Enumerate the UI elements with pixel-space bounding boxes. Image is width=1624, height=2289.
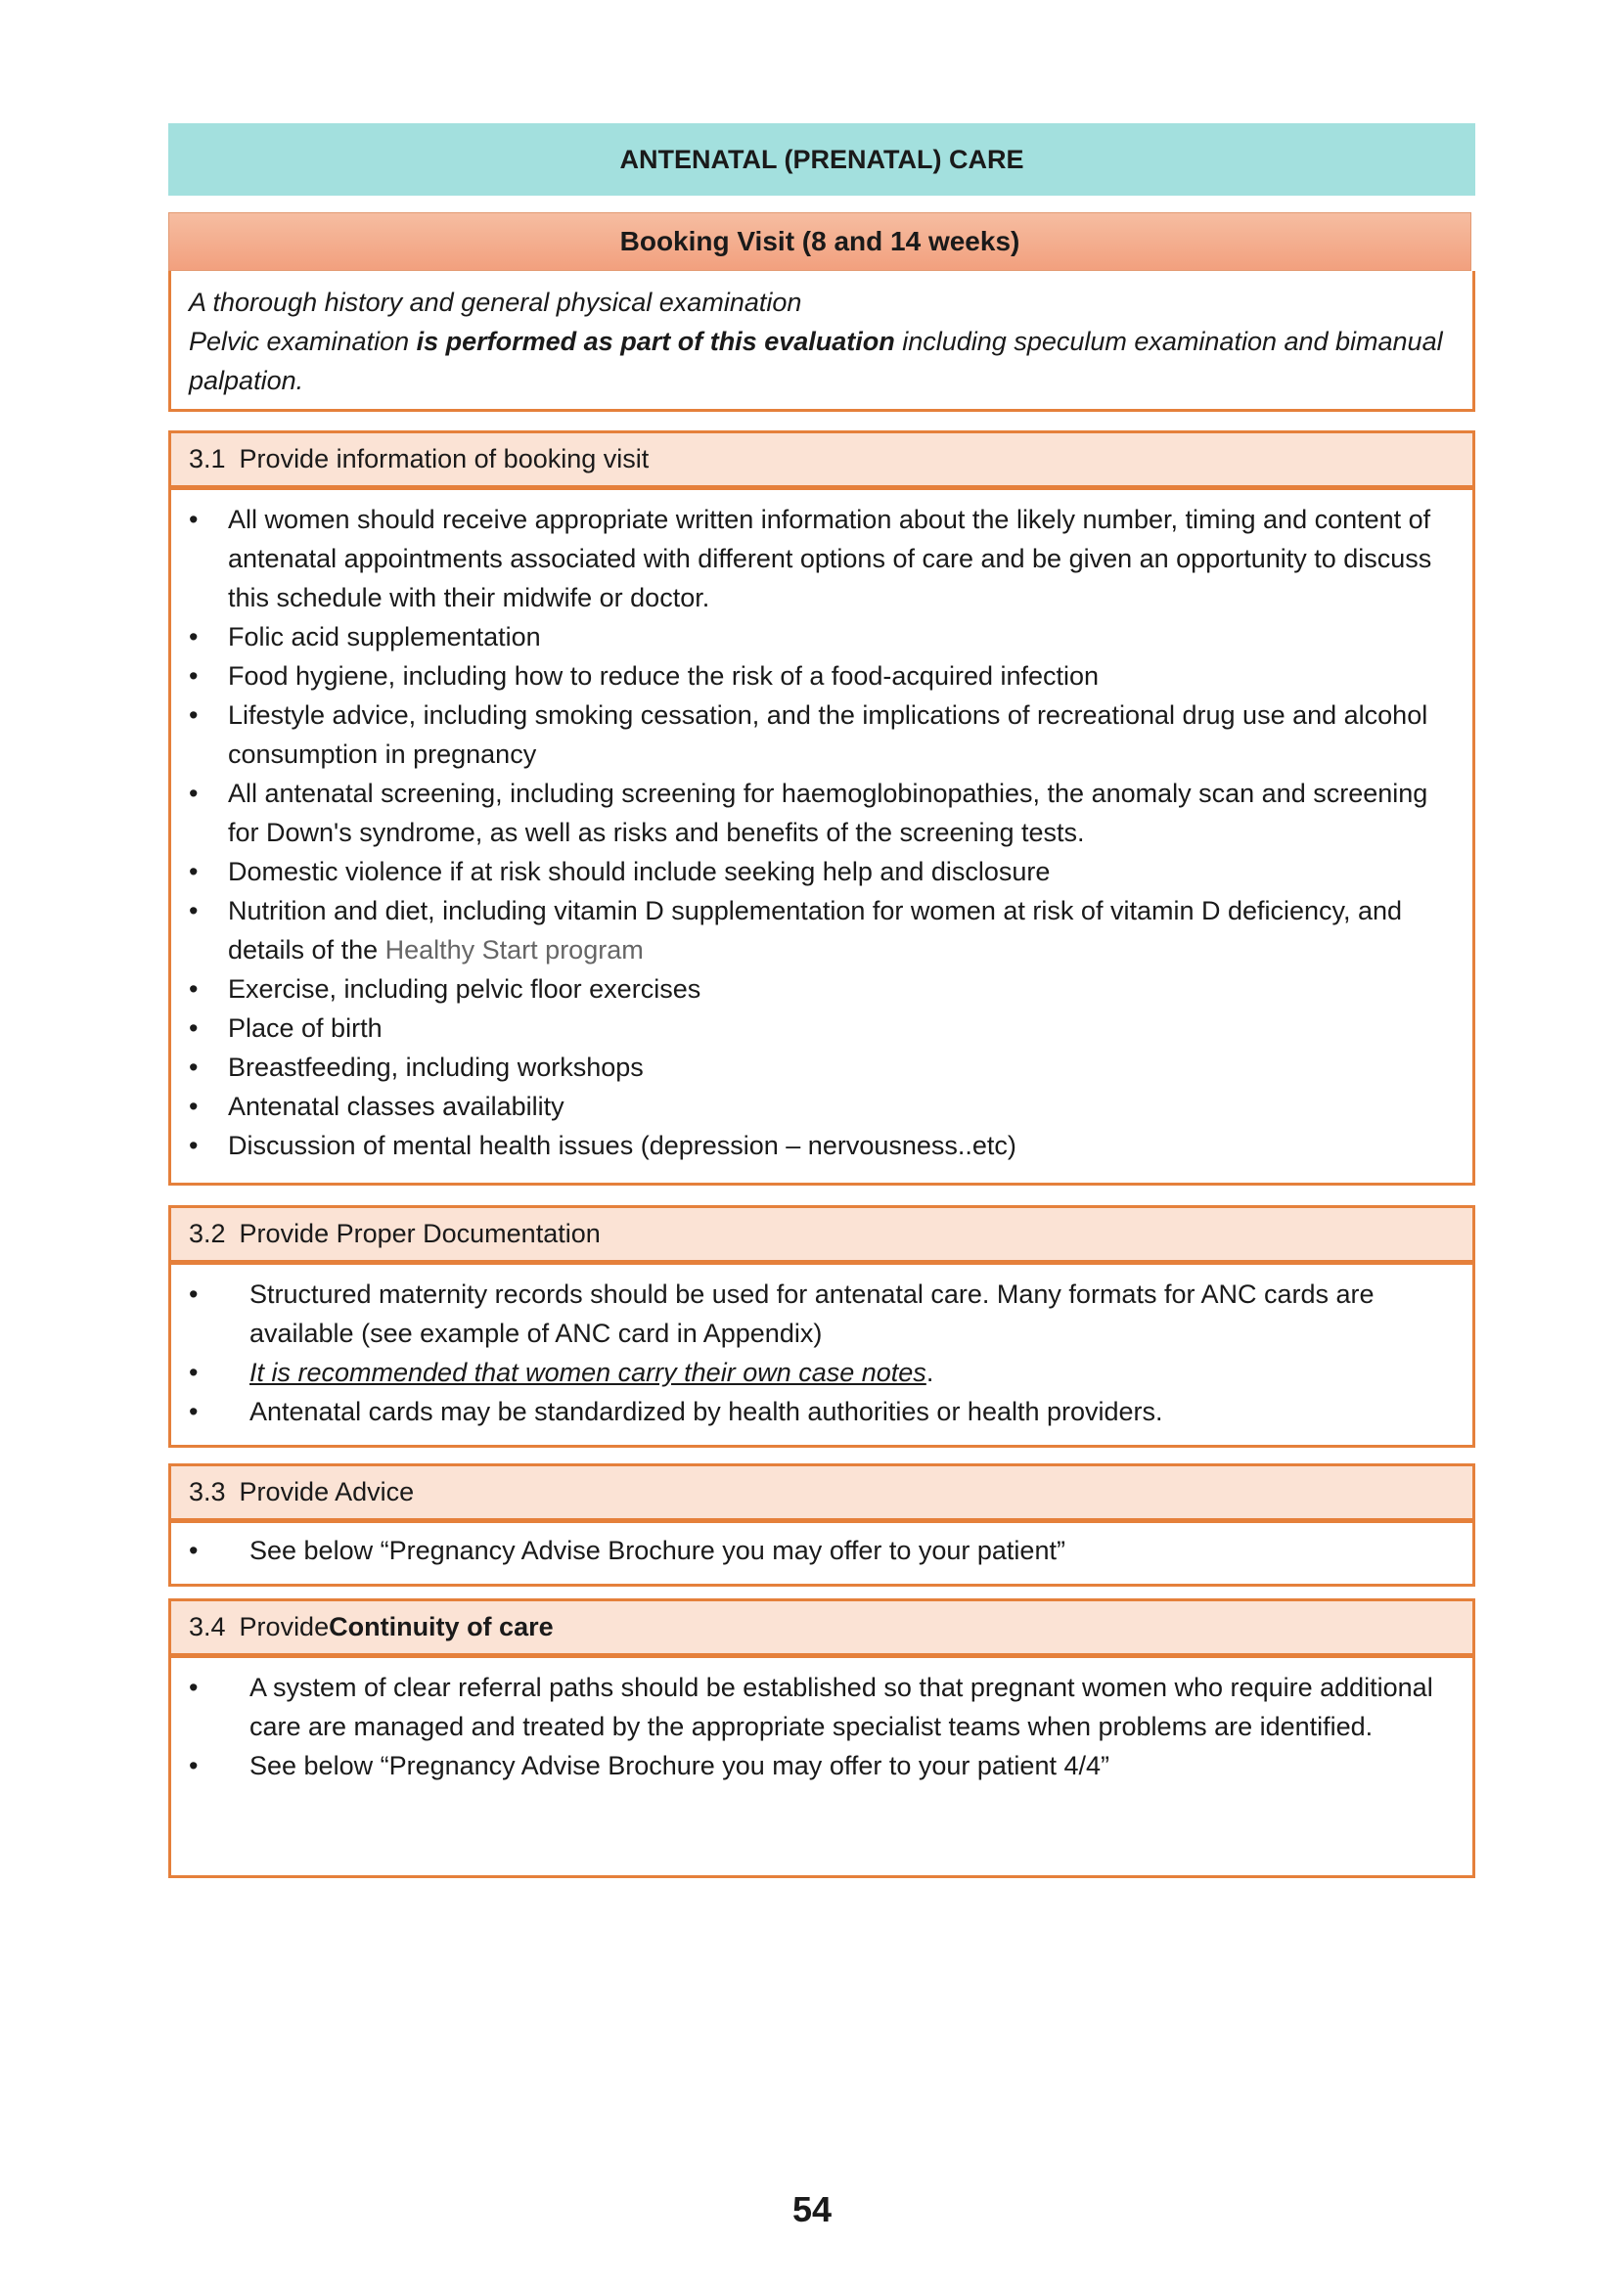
list-item: • A system of clear referral paths should be established so that pregnant women who require additional care are managed and treated by the appropriate specialist teams when problems are identified. <box>189 1668 1453 1746</box>
section-3-1 <box>168 430 1475 1186</box>
bullet-icon: • <box>189 1053 199 1082</box>
booking-visit-heading: Booking Visit (8 and 14 weeks) <box>168 212 1471 271</box>
booking-visit-intro <box>168 271 1475 412</box>
bullet-icon: • <box>189 1751 199 1780</box>
section-3-3 <box>168 1463 1475 1587</box>
bullet-icon: • <box>189 1092 199 1121</box>
list-item: • All women should receive appropriate written information about the likely number, timing and content of antenatal appointments associated with different options of care and be given an opportunity to discuss this schedule with their midwife or doctor. <box>189 500 1453 617</box>
section-number: 3.3 <box>189 1477 226 1506</box>
list-item: • It is recommended that women carry their own case notes. <box>189 1353 1453 1392</box>
list-item: • Breastfeeding, including workshops <box>189 1048 1453 1087</box>
list-item: • Exercise, including pelvic floor exercises <box>189 969 1453 1009</box>
list-item: • Nutrition and diet, including vitamin D supplementation for women at risk of vitamin D deficiency, and details of the Healthy Start program <box>189 891 1453 969</box>
bullet-icon: • <box>189 779 199 808</box>
intro-line-2: Pelvic examination is performed as part of this evaluation including speculum examination and bimanual palpation. <box>189 327 1443 395</box>
bullet-icon: • <box>189 1536 199 1565</box>
section-title: Provide Advice <box>239 1477 415 1506</box>
advice-list <box>189 1531 1453 1570</box>
list-item: • See below “Pregnancy Advise Brochure you may offer to your patient 4/4” <box>189 1746 1453 1785</box>
bullet-icon: • <box>189 1131 199 1160</box>
bullet-icon: • <box>189 622 199 651</box>
bullet-icon: • <box>189 505 199 534</box>
section-title: Provide Proper Documentation <box>239 1219 601 1248</box>
list-item: • Antenatal cards may be standardized by health authorities or health providers. <box>189 1392 1453 1431</box>
bullet-icon: • <box>189 896 199 925</box>
list-item: • Place of birth <box>189 1009 1453 1048</box>
list-item: • All antenatal screening, including screening for haemoglobinopathies, the anomaly scan and screening for Down's syndrome, as well as risks and benefits of the screening tests. <box>189 774 1453 852</box>
list-item: • Structured maternity records should be used for antenatal care. Many formats for ANC cards are available (see example of ANC card in Appendix) <box>189 1275 1453 1353</box>
bullet-icon: • <box>189 700 199 730</box>
continuity-list <box>189 1668 1453 1785</box>
bullet-icon: • <box>189 857 199 886</box>
section-title: Provide information of booking visit <box>239 444 650 473</box>
bullet-icon: • <box>189 661 199 691</box>
section-header <box>171 433 1472 490</box>
list-item: • Food hygiene, including how to reduce the risk of a food-acquired infection <box>189 656 1453 696</box>
section-header <box>171 1208 1472 1265</box>
bullet-icon: • <box>189 1673 199 1702</box>
section-header <box>171 1466 1472 1523</box>
list-item: • Antenatal classes availability <box>189 1087 1453 1126</box>
list-item: • Discussion of mental health issues (depression – nervousness..etc) <box>189 1126 1453 1165</box>
section-number: 3.4 <box>189 1612 226 1641</box>
list-item: • Folic acid supplementation <box>189 617 1453 656</box>
page-number: 54 <box>792 2189 833 2229</box>
page-title: ANTENATAL (PRENATAL) CARE <box>168 123 1475 196</box>
section-title-bold: Continuity of care <box>329 1612 554 1641</box>
list-item: • See below “Pregnancy Advise Brochure you may offer to your patient” <box>189 1531 1453 1570</box>
list-item: • Lifestyle advice, including smoking cessation, and the implications of recreational drug use and alcohol consumption in pregnancy <box>189 696 1453 774</box>
section-3-4 <box>168 1598 1475 1878</box>
bullet-icon: • <box>189 1358 199 1387</box>
intro-line-1: A thorough history and general physical examination <box>189 288 802 317</box>
section-header: 3.4 Provide Continuity of care <box>171 1601 1472 1658</box>
intro-bold-text: is performed as part of this evaluation <box>416 327 895 356</box>
documentation-list <box>189 1275 1453 1431</box>
section-number: 3.2 <box>189 1219 226 1248</box>
list-item: • Domestic violence if at risk should include seeking help and disclosure <box>189 852 1453 891</box>
healthy-start-link[interactable]: Healthy Start program <box>384 935 644 965</box>
section-number: 3.1 <box>189 444 226 473</box>
bullet-icon: • <box>189 974 199 1004</box>
section-3-2 <box>168 1205 1475 1448</box>
info-list <box>189 500 1453 1165</box>
bullet-icon: • <box>189 1279 199 1309</box>
bullet-icon: • <box>189 1013 199 1043</box>
bullet-icon: • <box>189 1397 199 1426</box>
